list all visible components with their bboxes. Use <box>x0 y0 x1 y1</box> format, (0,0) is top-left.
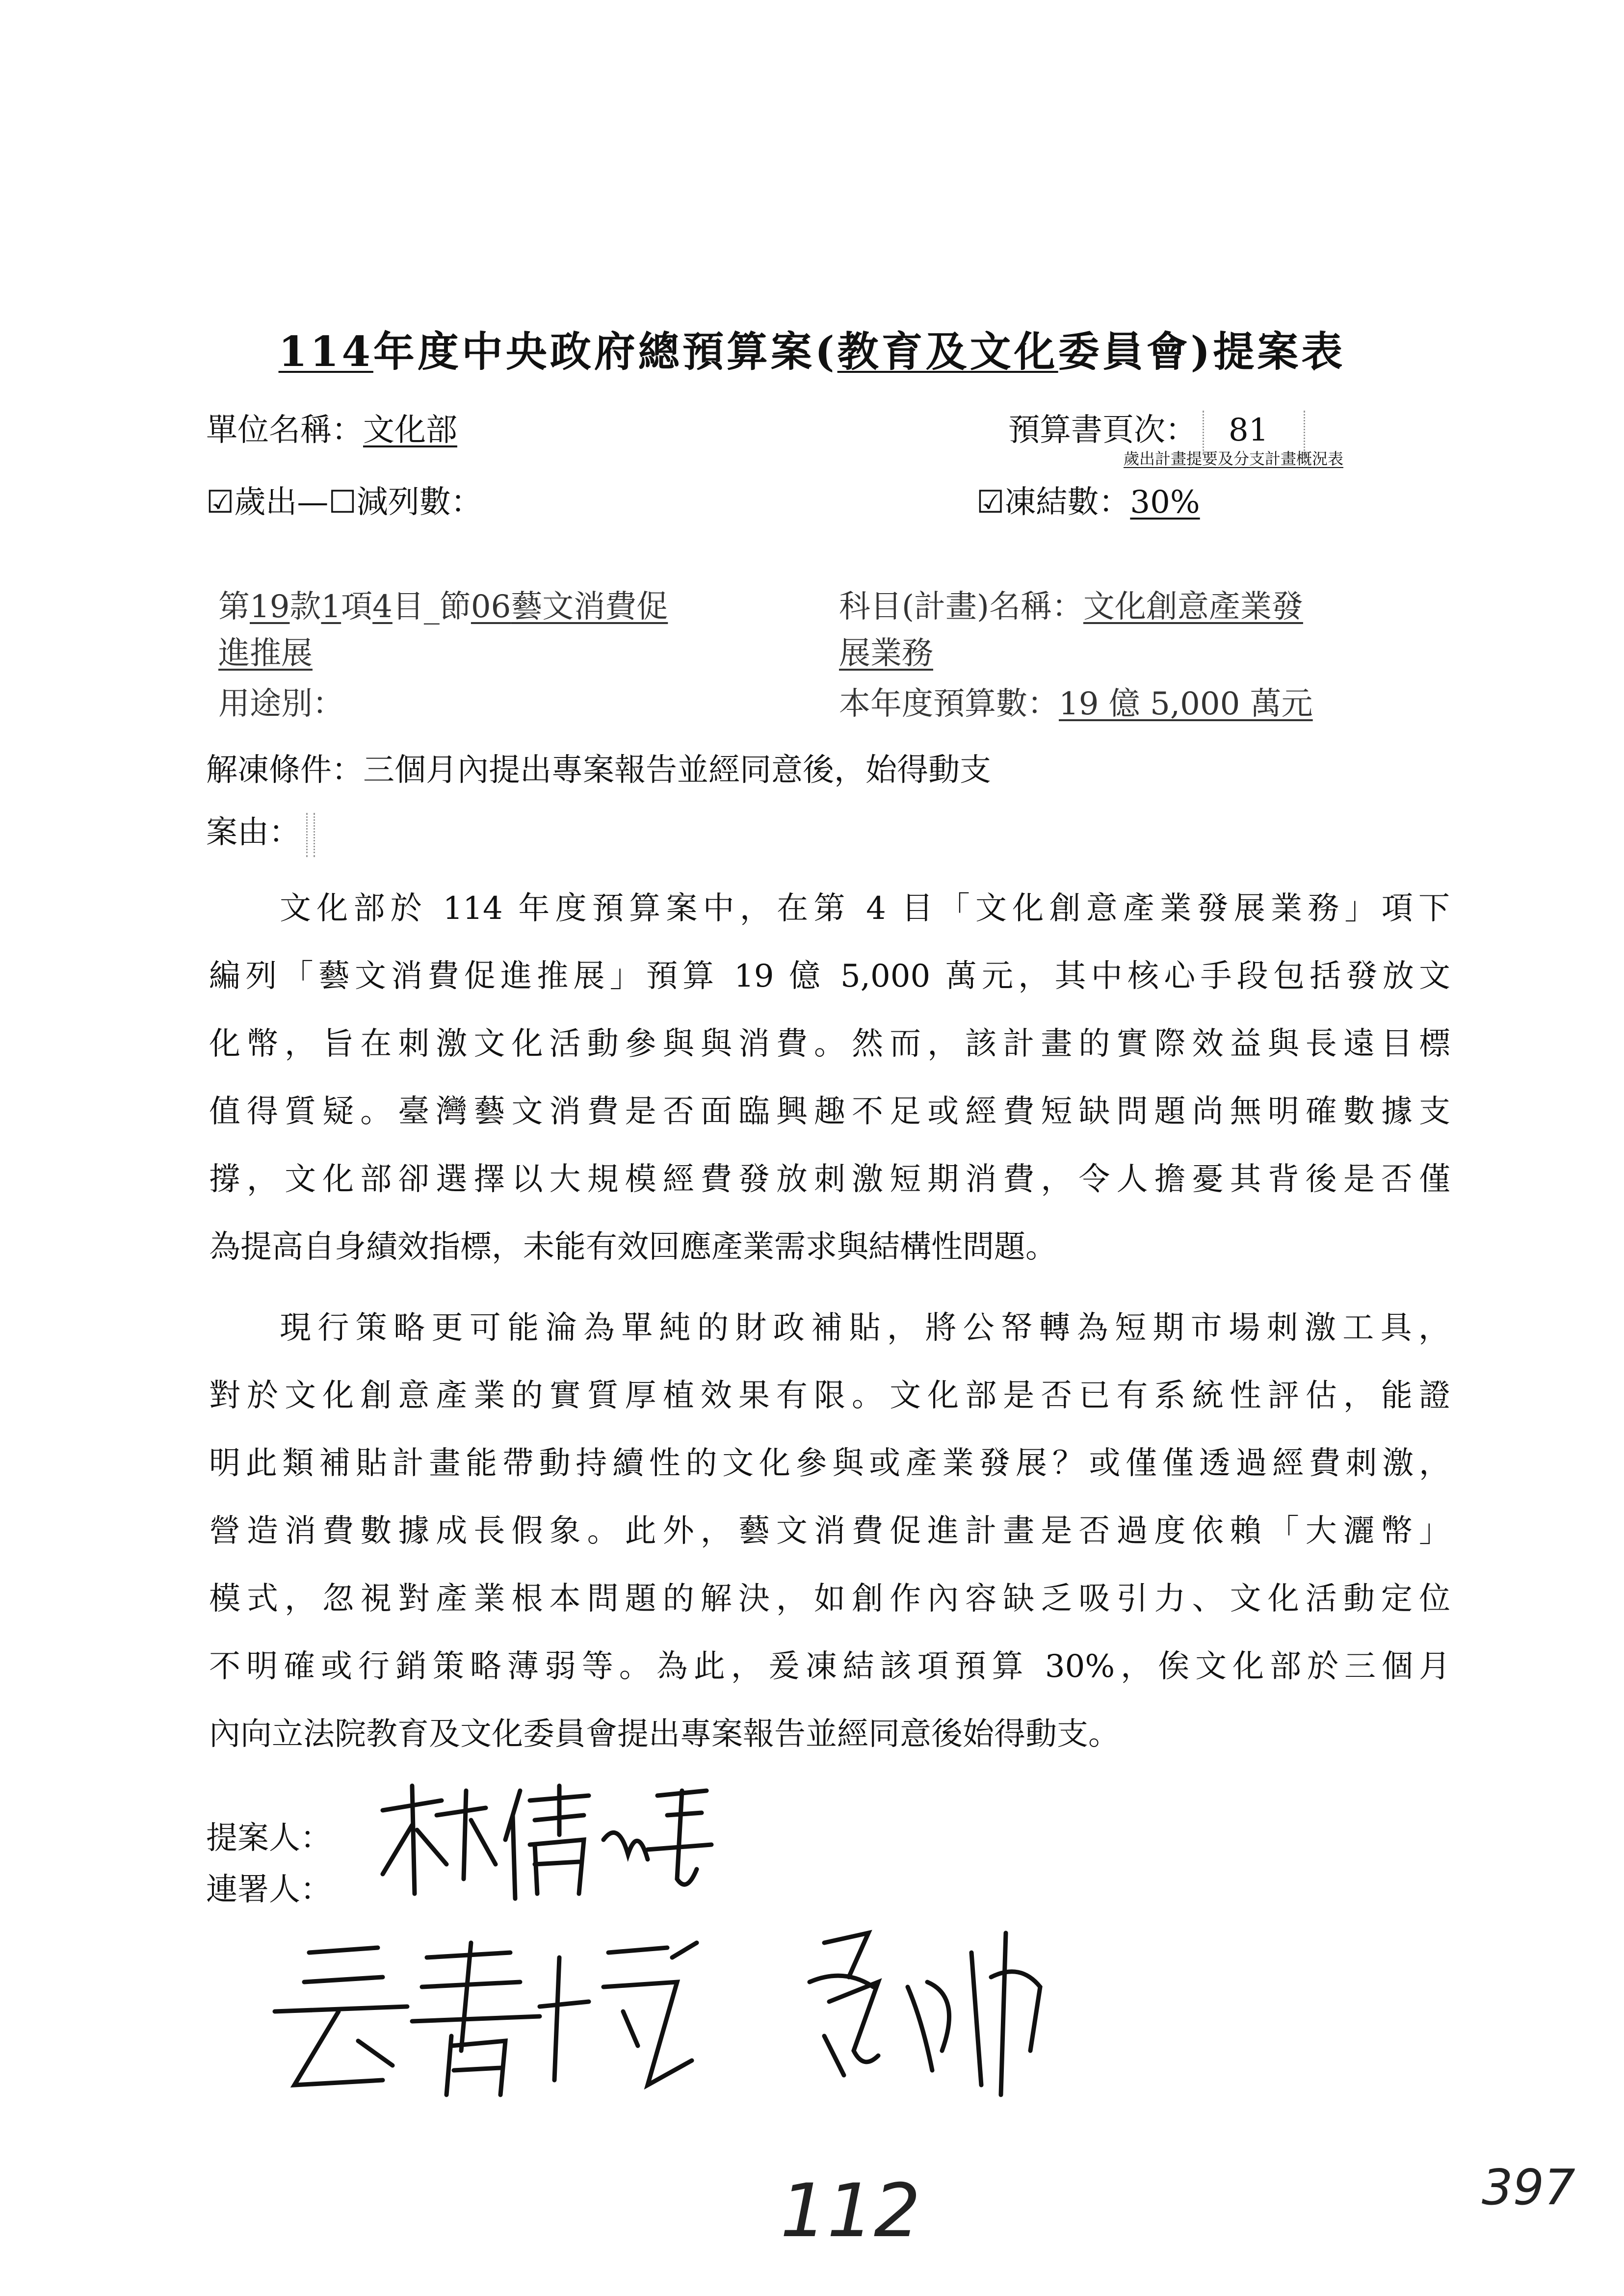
item-code: 06 <box>471 589 511 625</box>
body-line: 明此類補貼計畫能帶動持續性的文化參與或產業發展？或僅僅透過經費刺激， <box>209 1445 1450 1482</box>
cosigner-signature-1 <box>265 1938 707 2105</box>
item-mu-label: 目 <box>392 589 424 625</box>
item-kuan-label: 款 <box>289 589 321 625</box>
usage-label: 用途別： <box>218 686 344 722</box>
item-xiang-label: 項 <box>341 589 373 625</box>
body-line: 為提高自身績效指標，未能有效回應產業需求與結構性問題。 <box>209 1229 1057 1265</box>
budget-value: 19 億 5,000 萬元 <box>1059 686 1313 722</box>
reason-row <box>206 807 315 857</box>
body-line: 營造消費數據成長假象。此外，藝文消費促進計畫是否過度依賴「大灑幣」 <box>209 1513 1450 1549</box>
body-line: 不明確或行銷策略薄弱等。為此，爰凍結該項預算 30%，俟文化部於三個月 <box>209 1648 1450 1685</box>
title-part1: 年度中央政府總預算案( <box>373 327 838 376</box>
cosigner-signature-2 <box>795 1923 1070 2110</box>
body-line: 化幣，旨在刺激文化活動參與與消費。然而，該計畫的實際效益與長遠目標 <box>209 1026 1450 1062</box>
body-line: 模式，忽視對產業根本問題的解決，如創作內容缺乏吸引力、文化活動定位 <box>209 1581 1450 1617</box>
item-jie-label: 節 <box>439 589 471 625</box>
unit-label: 單位名稱： <box>206 412 363 448</box>
item-kuan: 19 <box>250 589 290 625</box>
budget-row <box>839 678 1313 724</box>
subject-value-1: 文化創意產業發 <box>1083 589 1303 625</box>
body-line: 值得質疑。臺灣藝文消費是否面臨興趣不足或經費短缺問題尚無明確數據支 <box>209 1094 1450 1130</box>
item-row <box>218 581 668 626</box>
handwritten-page-number: 112 <box>780 2168 921 2254</box>
item-xiang: 1 <box>321 589 341 625</box>
item-jie: _ <box>423 589 440 625</box>
body-line: 撐，文化部卻選擇以大規模經費發放刺激短期消費，令人擔憂其背後是否僅 <box>209 1161 1450 1198</box>
unfreeze-value: 三個月內提出專案報告並經同意後，始得動支 <box>363 752 991 788</box>
budget-label: 本年度預算數： <box>839 686 1059 722</box>
freeze-label: ☑凍結數： <box>976 484 1130 521</box>
freeze-row <box>976 477 1200 522</box>
title-year: 114 <box>278 327 373 376</box>
body-line: 內向立法院教育及文化委員會提出專案報告並經同意後始得動支。 <box>209 1716 1120 1752</box>
page-ref-value: 81 <box>1229 412 1269 448</box>
page-ref-note: 歲出計畫提要及分支計畫概況表 <box>1124 449 1344 468</box>
freeze-value: 30% <box>1130 484 1200 521</box>
proposer-label: 提案人： <box>206 1820 332 1856</box>
page-title <box>0 319 1624 378</box>
unit-row <box>206 405 957 450</box>
body-line: 文化部於 114 年度預算案中，在第 4 目「文化創意產業發展業務」項下 <box>280 890 1450 927</box>
body-line: 編列「藝文消費促進推展」預算 19 億 5,000 萬元，其中核心手段包括發放文 <box>209 958 1450 994</box>
expense-checkbox-row: ☑歲出—☐減列數： <box>206 484 482 521</box>
proposer-signature <box>373 1781 716 1908</box>
title-part2: 委員會)提案表 <box>1058 327 1346 376</box>
cosigner-label: 連署人： <box>206 1872 332 1908</box>
title-committee: 教育及文化 <box>837 327 1058 376</box>
unfreeze-row <box>206 745 991 790</box>
handwritten-corner-number: 397 <box>1482 2159 1575 2216</box>
reason-label: 案由： <box>206 814 300 851</box>
item-prefix: 第 <box>218 589 250 625</box>
subject-label: 科目(計畫)名稱： <box>839 589 1083 625</box>
body-line: 對於文化創意產業的實質厚植效果有限。文化部是否已有系統性評估，能證 <box>209 1378 1450 1414</box>
unfreeze-label: 解凍條件： <box>206 752 363 788</box>
item-name-2: 進推展 <box>218 635 313 672</box>
item-mu: 4 <box>372 589 393 625</box>
subject-row <box>839 581 1303 626</box>
unit-value: 文化部 <box>363 412 457 448</box>
body-line: 現行策略更可能淪為單純的財政補貼，將公帑轉為短期市場刺激工具， <box>280 1310 1450 1346</box>
page-ref-label: 預算書頁次： <box>1008 412 1197 448</box>
subject-value-2: 展業務 <box>839 635 933 672</box>
item-name-1: 藝文消費促 <box>511 589 668 625</box>
